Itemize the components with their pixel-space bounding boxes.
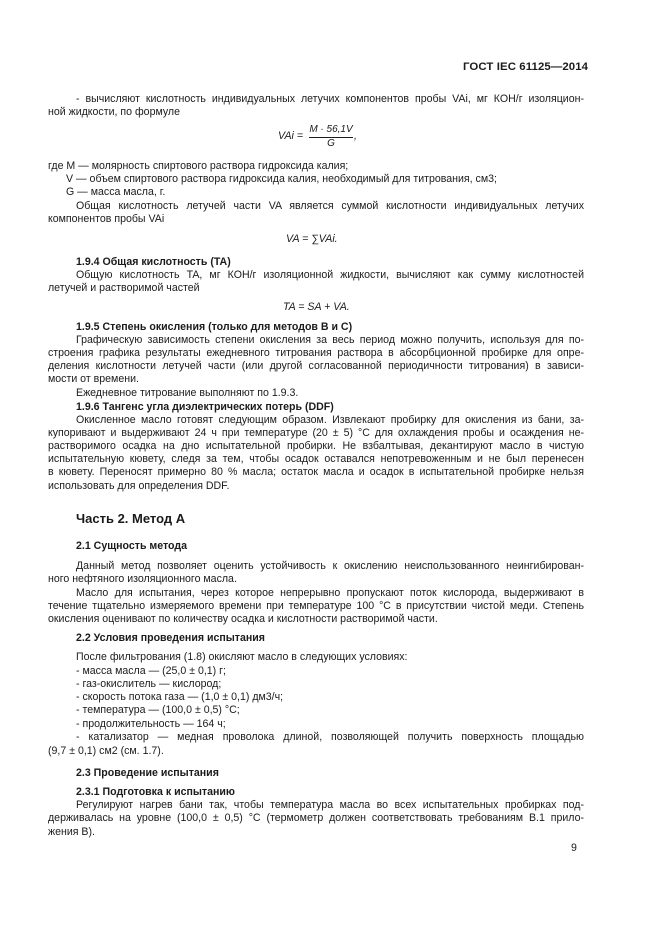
paragraph-line: окисления оценивают по количеству осадка и кислотности растворимой части. [48, 613, 438, 625]
list-item: - скорость потока газа — (1,0 ± 0,1) дм3/ч; [76, 691, 284, 703]
list-item: - газ-окислитель — кислород; [76, 678, 222, 690]
section-heading: 1.9.4 Общая кислотность (TA) [76, 256, 231, 268]
paragraph-line: деления кислотности летучей части (или другой согласованной периодичности титрования) в зависи- [48, 360, 584, 372]
formula-end: , [354, 130, 357, 142]
list-item: (9,7 ± 0,1) см2 (см. 1.7). [48, 745, 164, 757]
paragraph-line: испытательную кювету, следя за тем, чтобы осадок оставался непотревоженным и не был перенесен [48, 453, 584, 465]
where-line: G — масса масла, г. [66, 186, 166, 198]
paragraph-line: держивалась на уровне (100,0 ± 0,5) °С (термометр должен соответствовать требованиям В.1 прило- [48, 812, 584, 824]
part-heading: Часть 2. Метод А [76, 511, 186, 526]
paragraph-line: Регулируют нагрев бани так, чтобы температура масла во всех испытательных пробирках под- [76, 799, 584, 811]
list-item: - температура — (100,0 ± 0,5) °С; [76, 704, 240, 716]
paragraph-line: Графическую зависимость степени окисления за весь период можно получить, используя для по- [76, 334, 584, 346]
paragraph-line: использовать для определения DDF. [48, 480, 230, 492]
section-heading: 1.9.6 Тангенс угла диэлектрических потерь (DDF) [76, 401, 334, 413]
list-item: - катализатор — медная проволока длиной, позволяющей получить поверхность площадью [76, 731, 584, 743]
paragraph-line: течение тщательно измеряемого времени при температуре 100 °С в присутствии чистой меди. Степень [48, 600, 584, 612]
formula-lhs: VAi = [278, 130, 304, 142]
paragraph-line: После фильтрования (1.8) окисляют масло в следующих условиях: [76, 651, 408, 663]
formula-total: TA = SA + VA. [283, 301, 350, 313]
section-heading: 1.9.5 Степень окисления (только для методов В и С) [76, 321, 353, 333]
paragraph-line: жения В). [48, 826, 95, 838]
paragraph-line: Общая кислотность летучей части VA является суммой кислотности индивидуальных летучих [76, 200, 584, 212]
paragraph-line: мости от времени. [48, 373, 139, 385]
paragraph-line: ной жидкости, по формуле [48, 106, 180, 118]
paragraph-line: Масло для испытания, через которое непрерывно пропускают поток кислорода, выдерживают в [76, 587, 584, 599]
paragraph-line: Окисленное масло готовят следующим образом. Извлекают пробирку для окисления из бани, за- [76, 414, 584, 426]
list-item: - масса масла — (25,0 ± 0,1) г; [76, 665, 226, 677]
section-heading: 2.1 Сущность метода [76, 540, 188, 552]
paragraph-line: летучей и растворимой частей [48, 282, 200, 294]
document-header: ГОСТ IEC 61125—2014 [463, 61, 589, 73]
paragraph-line: растворимого осадка на дно испытательной пробирки. Не взбалтывая, декантируют масло в чистую [48, 440, 584, 452]
where-line: V — объем спиртового раствора гидроксида калия, необходимый для титрования, см3; [66, 173, 497, 185]
paragraph-line: в кювету. Переносят примерно 80 % масла; остаток масла и осадок в испытательной пробирке нельзя [48, 466, 584, 478]
fraction-denominator: G [327, 138, 335, 149]
paragraph-line: компонентов пробы VAi [48, 213, 165, 225]
formula-fraction [309, 124, 353, 150]
paragraph-line: купоривают и выдерживают 24 ч при температуре (20 ± 5) °С для охлаждения пробы и осаждения не- [48, 427, 584, 439]
paragraph-line: Ежедневное титрование выполняют по 1.9.3. [76, 387, 299, 399]
section-heading: 2.3 Проведение испытания [76, 767, 219, 779]
paragraph-line: - вычисляют кислотность индивидуальных летучих компонентов пробы VAi, мг КОН/г изоляцион- [76, 93, 584, 105]
formula-sum: VA = ∑VAi. [286, 233, 338, 245]
paragraph-line: Данный метод позволяет оценить устойчивость к окислению неиспользованного неингибирован- [76, 560, 584, 572]
paragraph-line: Общую кислотность TA, мг КОН/г изоляционной жидкости, вычисляют как сумму кислотностей [76, 269, 584, 281]
section-heading: 2.3.1 Подготовка к испытанию [76, 786, 235, 798]
paragraph-line: строения графика результаты ежедневного титрования раствора в абсорбционной пробирке для опре- [48, 347, 584, 359]
paragraph-line: ного нефтяного изоляционного масла. [48, 573, 237, 585]
fraction-numerator: M · 56,1V [309, 124, 353, 138]
page-number: 9 [571, 842, 577, 854]
where-line: где M — молярность спиртового раствора гидроксида калия; [48, 160, 349, 172]
section-heading: 2.2 Условия проведения испытания [76, 632, 265, 644]
list-item: - продолжительность — 164 ч; [76, 718, 226, 730]
